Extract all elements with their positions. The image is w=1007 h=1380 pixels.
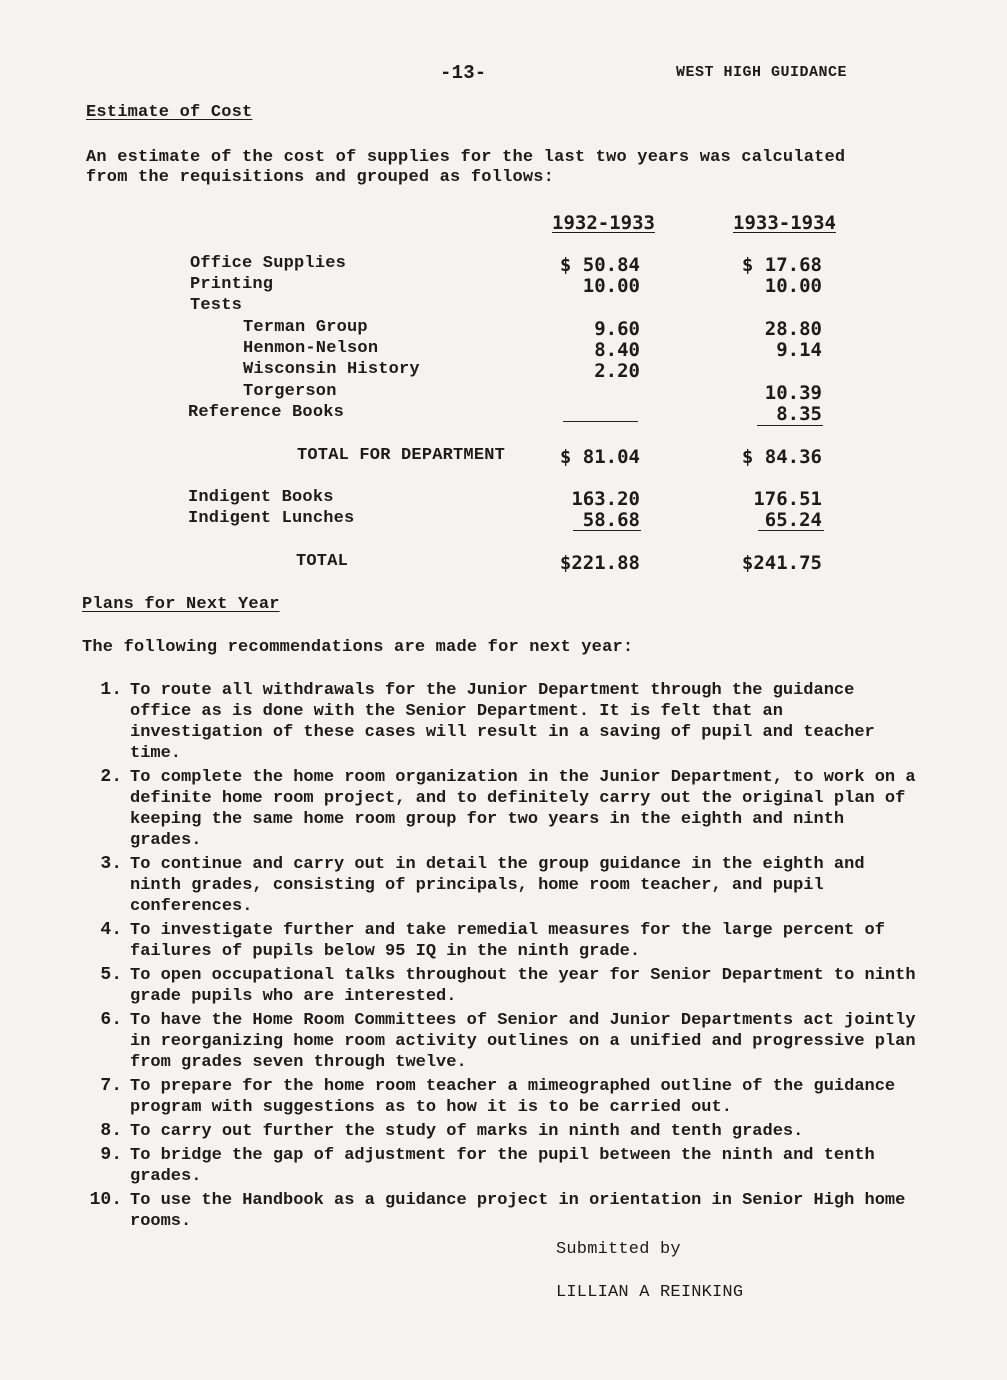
recommendation-item <box>58 854 938 917</box>
item-text: To investigate further and take remedial measures for the large percent of failures of pupils below 95 IQ in the ninth grade. <box>130 921 885 961</box>
row-label-henmon-nelson: Henmon-Nelson <box>243 339 379 358</box>
indigent-books-1933: 176.51 <box>753 488 822 510</box>
column-header-1933-1934: 1933-1934 <box>733 212 836 234</box>
item-text: To open occupational talks throughout the year for Senior Department to ninth grade pupils who are interested. <box>130 966 916 1006</box>
item-text: To prepare for the home room teacher a mimeographed outline of the guidance program with suggestions as to how it is to be carried out. <box>130 1077 896 1117</box>
item-number: 9. <box>100 1145 122 1165</box>
item-text: To complete the home room organization in the Junior Department, to work on a definite home room project, and to definitely carry out the original plan of keeping the same home room group for two years in the eighth and ninth grades. <box>130 768 916 850</box>
estimate-intro-line1: An estimate of the cost of supplies for the last two years was calculated <box>86 148 846 167</box>
total-department-label: TOTAL FOR DEPARTMENT <box>297 446 506 465</box>
item-number: 5. <box>100 965 122 985</box>
row-wisconsin-history-1932: 2.20 <box>594 360 640 382</box>
row-label-reference-books: Reference Books <box>188 403 345 422</box>
row-label-printing: Printing <box>190 275 274 294</box>
recommendation-item <box>58 1010 938 1073</box>
recommendation-item <box>58 767 938 851</box>
recommendation-item <box>58 1190 938 1232</box>
item-text: To carry out further the study of marks in ninth and tenth grades. <box>130 1122 804 1141</box>
item-number: 4. <box>100 920 122 940</box>
indigent-books-1932: 163.20 <box>571 488 640 510</box>
indigent-lunches-1933: 65.24 <box>764 509 822 531</box>
row-office-supplies-1933: $ 17.68 <box>741 254 822 276</box>
item-text: To use the Handbook as a guidance project in orientation in Senior High home rooms. <box>130 1191 906 1231</box>
subtotal-rule-1932 <box>563 421 638 422</box>
row-label-office-supplies: Office Supplies <box>190 254 347 273</box>
row-henmon-nelson-1933: 9.14 <box>776 339 822 361</box>
recommendation-item <box>58 920 938 962</box>
estimate-heading: Estimate of Cost <box>86 103 253 122</box>
item-text: To have the Home Room Committees of Senior and Junior Departments act jointly in reorganizing home room activity outlines on a unified and progressive plan from grades seven through twelve. <box>130 1011 916 1072</box>
item-number: 7. <box>100 1076 122 1096</box>
total-department-1932: $ 81.04 <box>559 446 640 468</box>
item-number: 3. <box>100 854 122 874</box>
item-number: 10. <box>89 1190 122 1210</box>
item-text: To route all withdrawals for the Junior Department through the guidance office as is done with the Senior Department. It is felt that an investigation of these cases will result in a saving of pupil and teacher time. <box>130 681 875 763</box>
author-name: LILLIAN A REINKING <box>556 1283 744 1302</box>
plans-heading: Plans for Next Year <box>82 595 280 614</box>
row-henmon-nelson-1932: 8.40 <box>594 339 640 361</box>
item-text: To bridge the gap of adjustment for the pupil between the ninth and tenth grades. <box>130 1146 875 1186</box>
estimate-intro-line2: from the requisitions and grouped as follows: <box>86 168 555 187</box>
row-label-torgerson: Torgerson <box>243 382 337 401</box>
row-torgerson-1933: 10.39 <box>764 382 822 404</box>
grand-total-1933: $241.75 <box>741 552 822 574</box>
item-number: 6. <box>100 1010 122 1030</box>
row-terman-group-1933: 28.80 <box>764 318 822 340</box>
item-number: 1. <box>100 680 122 700</box>
subtotal-rule-1933 <box>757 425 823 426</box>
row-office-supplies-1932: $ 50.84 <box>559 254 640 276</box>
item-number: 2. <box>100 767 122 787</box>
row-terman-group-1932: 9.60 <box>594 318 640 340</box>
recommendation-item <box>58 1145 938 1187</box>
item-number: 8. <box>100 1121 122 1141</box>
plans-intro: The following recommendations are made for next year: <box>82 638 634 657</box>
item-text: To continue and carry out in detail the group guidance in the eighth and ninth grades, consisting of principals, home room teacher, and pupil conferences. <box>130 855 865 916</box>
submitted-by: Submitted by <box>556 1240 681 1259</box>
page-number: -13- <box>440 62 487 84</box>
recommendations-list <box>58 680 938 1235</box>
row-reference-books-1933: 8.35 <box>776 403 822 425</box>
recommendation-item <box>58 680 938 764</box>
row-label-terman-group: Terman Group <box>243 318 368 337</box>
running-title: WEST HIGH GUIDANCE <box>676 64 848 81</box>
indigent-lunches-label: Indigent Lunches <box>188 509 355 528</box>
total-department-1933: $ 84.36 <box>741 446 822 468</box>
recommendation-item <box>58 1121 938 1142</box>
total-rule-1932 <box>573 530 641 531</box>
grand-total-label: TOTAL <box>296 552 349 571</box>
row-printing-1933: 10.00 <box>764 275 822 297</box>
indigent-lunches-1932: 58.68 <box>582 509 640 531</box>
recommendation-item <box>58 965 938 1007</box>
row-label-wisconsin-history: Wisconsin History <box>243 360 420 379</box>
row-label-tests: Tests <box>190 296 243 315</box>
total-rule-1933 <box>758 530 824 531</box>
grand-total-1932: $221.88 <box>559 552 640 574</box>
indigent-books-label: Indigent Books <box>188 488 334 507</box>
row-printing-1932: 10.00 <box>582 275 640 297</box>
column-header-1932-1933: 1932-1933 <box>552 212 655 234</box>
recommendation-item <box>58 1076 938 1118</box>
